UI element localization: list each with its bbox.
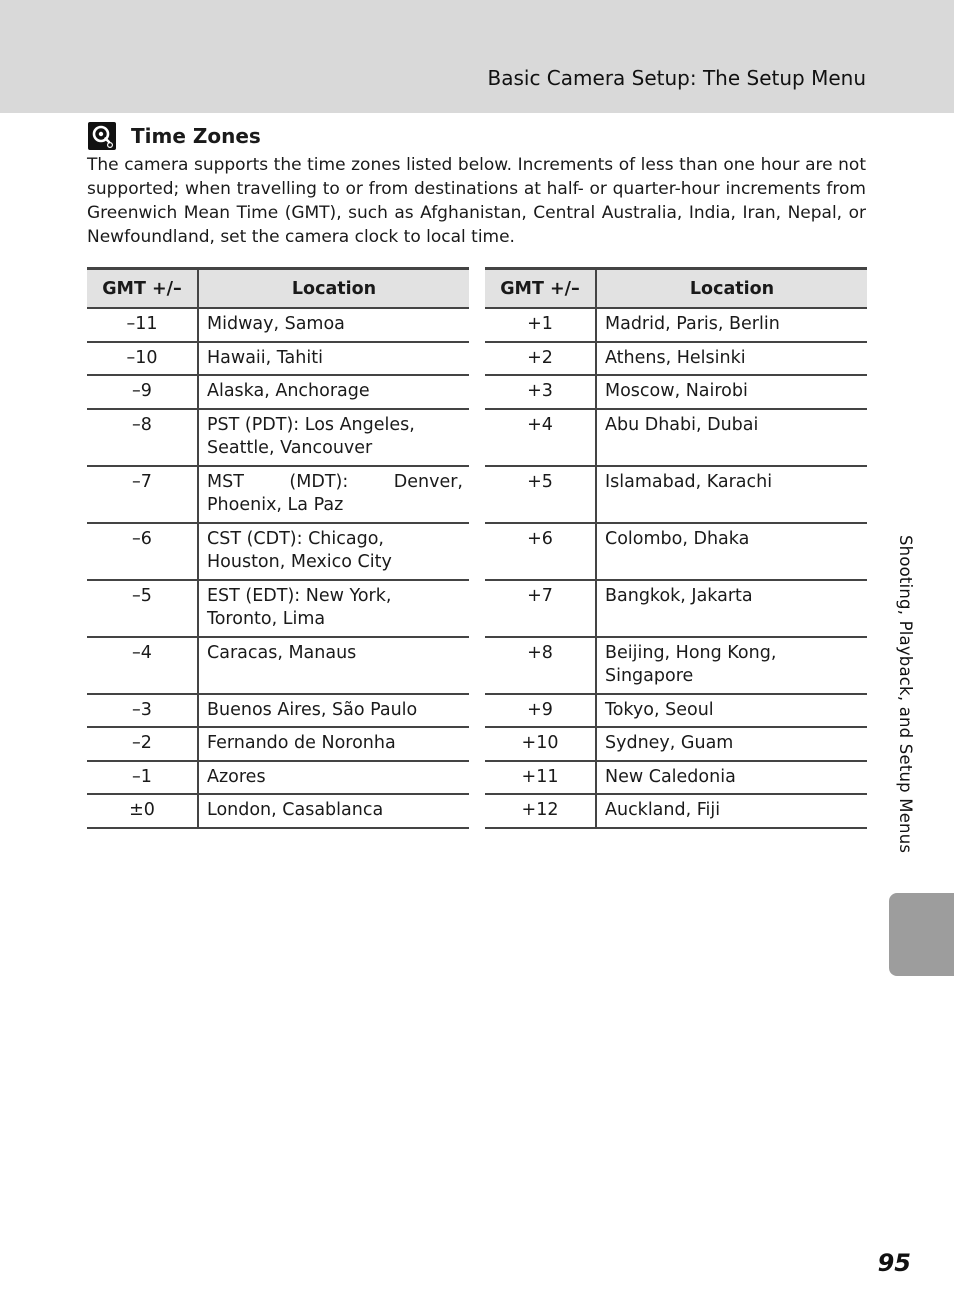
location-cell: MST (MDT): Denver, Phoenix, La Paz bbox=[198, 466, 469, 523]
column-header-location: Location bbox=[198, 269, 469, 309]
location-cell: Auckland, Fiji bbox=[596, 794, 867, 828]
gmt-cell: +11 bbox=[485, 761, 596, 795]
gmt-cell: –6 bbox=[87, 523, 198, 580]
table-row bbox=[485, 794, 867, 828]
location-cell: Azores bbox=[198, 761, 469, 795]
table-row bbox=[87, 727, 469, 761]
gmt-cell: +10 bbox=[485, 727, 596, 761]
location-cell: Midway, Samoa bbox=[198, 308, 469, 342]
table-row bbox=[485, 694, 867, 728]
table-row bbox=[485, 637, 867, 694]
gmt-cell: +3 bbox=[485, 375, 596, 409]
chapter-side-label: Shooting, Playback, and Setup Menus bbox=[896, 535, 915, 854]
gmt-cell: –4 bbox=[87, 637, 198, 694]
location-cell: Beijing, Hong Kong, Singapore bbox=[596, 637, 867, 694]
location-cell: Islamabad, Karachi bbox=[596, 466, 867, 523]
gmt-cell: +8 bbox=[485, 637, 596, 694]
time-zone-table-left bbox=[87, 267, 469, 829]
chapter-tab bbox=[889, 893, 954, 976]
column-header-gmt: GMT +/– bbox=[87, 269, 198, 309]
gmt-cell: –5 bbox=[87, 580, 198, 637]
setup-menu-icon bbox=[88, 122, 116, 150]
gmt-cell: +5 bbox=[485, 466, 596, 523]
location-cell: PST (PDT): Los Angeles, Seattle, Vancouver bbox=[198, 409, 469, 466]
table-row bbox=[87, 637, 469, 694]
header-band bbox=[0, 0, 954, 113]
table-row bbox=[485, 409, 867, 466]
table-row bbox=[87, 794, 469, 828]
table-row bbox=[87, 375, 469, 409]
location-cell: Tokyo, Seoul bbox=[596, 694, 867, 728]
time-zone-table-right bbox=[485, 267, 867, 829]
page-number: 95 bbox=[877, 1249, 911, 1277]
location-cell: New Caledonia bbox=[596, 761, 867, 795]
gmt-cell: +1 bbox=[485, 308, 596, 342]
gmt-cell: –7 bbox=[87, 466, 198, 523]
table-header-row bbox=[485, 269, 867, 309]
table-header-row bbox=[87, 269, 469, 309]
location-cell: Moscow, Nairobi bbox=[596, 375, 867, 409]
location-cell: London, Casablanca bbox=[198, 794, 469, 828]
location-cell: Athens, Helsinki bbox=[596, 342, 867, 376]
location-cell: Fernando de Noronha bbox=[198, 727, 469, 761]
location-cell: CST (CDT): Chicago, Houston, Mexico City bbox=[198, 523, 469, 580]
location-cell: Buenos Aires, São Paulo bbox=[198, 694, 469, 728]
gmt-cell: +12 bbox=[485, 794, 596, 828]
section-heading bbox=[88, 122, 261, 150]
location-cell: Caracas, Manaus bbox=[198, 637, 469, 694]
location-cell: Alaska, Anchorage bbox=[198, 375, 469, 409]
gmt-cell: +9 bbox=[485, 694, 596, 728]
gmt-cell: –3 bbox=[87, 694, 198, 728]
table-row bbox=[87, 409, 469, 466]
column-header-gmt: GMT +/– bbox=[485, 269, 596, 309]
gmt-cell: –10 bbox=[87, 342, 198, 376]
location-cell: EST (EDT): New York, Toronto, Lima bbox=[198, 580, 469, 637]
section-title: Time Zones bbox=[131, 124, 261, 148]
gmt-cell: –9 bbox=[87, 375, 198, 409]
table-row bbox=[485, 580, 867, 637]
gmt-cell: ±0 bbox=[87, 794, 198, 828]
table-row bbox=[87, 694, 469, 728]
table-row bbox=[87, 308, 469, 342]
location-cell: Colombo, Dhaka bbox=[596, 523, 867, 580]
page-header-title: Basic Camera Setup: The Setup Menu bbox=[487, 66, 866, 90]
table-row bbox=[87, 466, 469, 523]
gmt-cell: –8 bbox=[87, 409, 198, 466]
location-cell: Madrid, Paris, Berlin bbox=[596, 308, 867, 342]
table-row bbox=[485, 342, 867, 376]
table-row bbox=[485, 308, 867, 342]
gmt-cell: +2 bbox=[485, 342, 596, 376]
intro-paragraph: The camera supports the time zones listed below. Increments of less than one hour are not supported; when travelling to or from destinations at half- or quarter-hour increments from Greenwich Mean Time (GMT), such as Afghanistan, Central Australia, India, Iran, Nepal, or Newfoundland, set the camera clock to local time. bbox=[87, 155, 866, 247]
table-row bbox=[87, 761, 469, 795]
table-row bbox=[485, 761, 867, 795]
gmt-cell: –1 bbox=[87, 761, 198, 795]
gmt-cell: –11 bbox=[87, 308, 198, 342]
gmt-cell: +4 bbox=[485, 409, 596, 466]
table-row bbox=[485, 523, 867, 580]
table-row bbox=[485, 375, 867, 409]
table-row bbox=[87, 342, 469, 376]
table-row bbox=[485, 466, 867, 523]
gmt-cell: –2 bbox=[87, 727, 198, 761]
table-row bbox=[87, 523, 469, 580]
gmt-cell: +6 bbox=[485, 523, 596, 580]
location-cell: Sydney, Guam bbox=[596, 727, 867, 761]
column-header-location: Location bbox=[596, 269, 867, 309]
location-cell: Abu Dhabi, Dubai bbox=[596, 409, 867, 466]
table-row bbox=[87, 580, 469, 637]
location-cell: Hawaii, Tahiti bbox=[198, 342, 469, 376]
gmt-cell: +7 bbox=[485, 580, 596, 637]
table-row bbox=[485, 727, 867, 761]
location-cell: Bangkok, Jakarta bbox=[596, 580, 867, 637]
